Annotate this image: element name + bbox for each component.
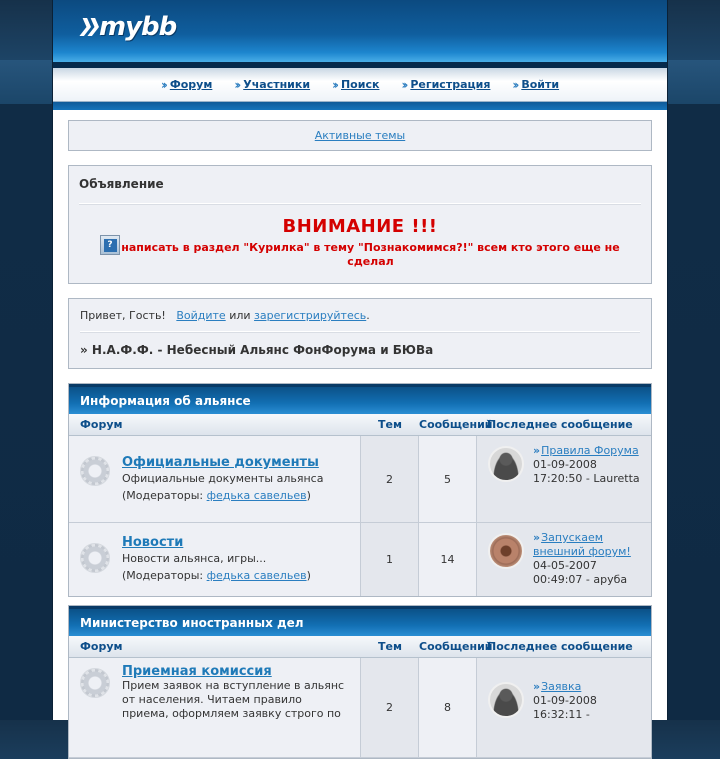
topics-count: 2 [361,658,419,757]
last-post-date: 01-09-2008 17:20:50 - Lauretta [533,458,640,485]
logo-text: mybb [99,12,177,42]
announcement-box [68,165,652,284]
col-last-post: Последнее сообщение [487,418,633,431]
nav-item-forum[interactable] [161,78,212,92]
login-link[interactable]: Войдите [176,309,226,322]
active-topics-box [68,120,652,151]
double-chevron-icon: ›› [512,77,517,92]
last-post-link[interactable]: Заявка [541,680,582,693]
last-post-date: 04-05-2007 00:49:07 - аруба [533,559,628,586]
double-chevron-icon: ›› [533,531,539,544]
question-icon: ? [100,235,120,255]
announcement-attention: ВНИМАНИЕ !!! [282,216,438,237]
col-forum: Форум [80,640,123,653]
posts-count: 5 [419,436,477,522]
last-post-link[interactable]: Запускаем внешний форум! [533,531,631,558]
header [53,0,667,62]
nav-link-forum[interactable]: Форум [169,78,213,91]
welcome-line [80,309,640,332]
nav-item-login[interactable] [512,78,559,92]
posts-count: 14 [419,523,477,596]
column-headers [69,636,651,658]
forum-description: Официальные документы альянса [122,472,324,485]
column-headers [69,414,651,436]
col-topics: Тем [378,418,402,431]
mod-suffix: ) [306,489,311,502]
topics-count: 1 [361,523,419,596]
category-title[interactable]: Информация об альянсе [69,384,651,414]
category-foreign-affairs [68,605,652,759]
double-chevron-icon: ›› [160,77,165,92]
announcement-title: Объявление [79,177,641,204]
nav-link-login[interactable]: Войти [521,78,560,91]
forum-row [69,523,651,596]
nav-item-register[interactable] [401,78,490,92]
col-last-post: Последнее сообщение [487,640,633,653]
forum-moderators [122,567,311,584]
posts-count: 8 [419,658,477,757]
forum-cell [69,523,361,596]
breadcrumb: » Н.А.Ф.Ф. - Небесный Альянс ФонФорума и БЮВа [80,343,434,357]
last-post-cell [477,436,651,522]
col-forum: Форум [80,418,123,431]
moderator-link[interactable]: федька савельев [206,569,307,582]
topics-count: 2 [361,436,419,522]
mod-prefix: (Модераторы: [122,569,207,582]
nav-link-register[interactable]: Регистрация [410,78,491,91]
last-post-date: 01-09-2008 16:32:11 - [533,694,597,721]
forum-name-link[interactable]: Новости [122,535,184,550]
forum-status-icon [80,456,110,486]
nav-item-search[interactable] [332,78,379,92]
last-post-cell [477,523,651,596]
mod-suffix: ) [306,569,311,582]
dot-text: . [366,309,370,322]
register-link[interactable]: зарегистрируйтесь [254,309,367,322]
col-posts: Сообщений [419,418,493,431]
announcement-text: написать в раздел "Курилка" в тему "Познакомимся?!" всем кто этого еще не сделал [121,241,620,268]
col-topics: Тем [378,640,402,653]
main-content [53,110,667,759]
forum-status-icon [80,668,110,698]
forum-cell [69,436,361,522]
greeting-text: Привет, Гость! [80,309,166,322]
logo-arrows-icon [81,18,97,36]
forum-cell [69,658,361,757]
forum-description: Прием заявок на вступление в альянс от населения. Читаем правило приема, оформляем заявку строго по [122,679,345,720]
double-chevron-icon: ›› [234,77,239,92]
avatar[interactable] [488,533,524,569]
nav-subband [53,102,667,110]
double-chevron-icon: ›› [332,77,336,92]
double-chevron-icon: ›› [401,77,406,92]
category-alliance-info [68,383,652,597]
active-topics-link[interactable]: Активные темы [314,129,406,142]
forum-moderators [122,487,323,504]
forum-description: Новости альянса, игры... [122,552,267,565]
nav-link-members[interactable]: Участники [243,78,311,91]
announcement-line [79,241,641,269]
col-posts: Сообщений [419,640,493,653]
category-title[interactable]: Министерство иностранных дел [69,606,651,636]
last-post-link[interactable]: Правила Форума [541,444,639,457]
forum-name-link[interactable]: Официальные документы [122,455,319,470]
avatar[interactable] [488,682,524,718]
main-nav [53,62,667,102]
avatar[interactable] [488,446,524,482]
forum-name-link[interactable]: Приемная комиссия [122,664,272,679]
double-chevron-icon: ›› [533,680,539,693]
or-text: или [229,309,251,322]
forum-row [69,436,651,523]
last-post-cell [477,658,651,757]
welcome-box [68,298,652,369]
forum-row [69,658,651,758]
page-wrapper [52,0,668,720]
logo[interactable] [81,14,176,40]
moderator-link[interactable]: федька савельев [206,489,307,502]
forum-status-icon [80,543,110,573]
double-chevron-icon: ›› [533,444,539,457]
mod-prefix: (Модераторы: [122,489,207,502]
nav-item-members[interactable] [234,78,310,92]
nav-link-search[interactable]: Поиск [340,78,380,91]
